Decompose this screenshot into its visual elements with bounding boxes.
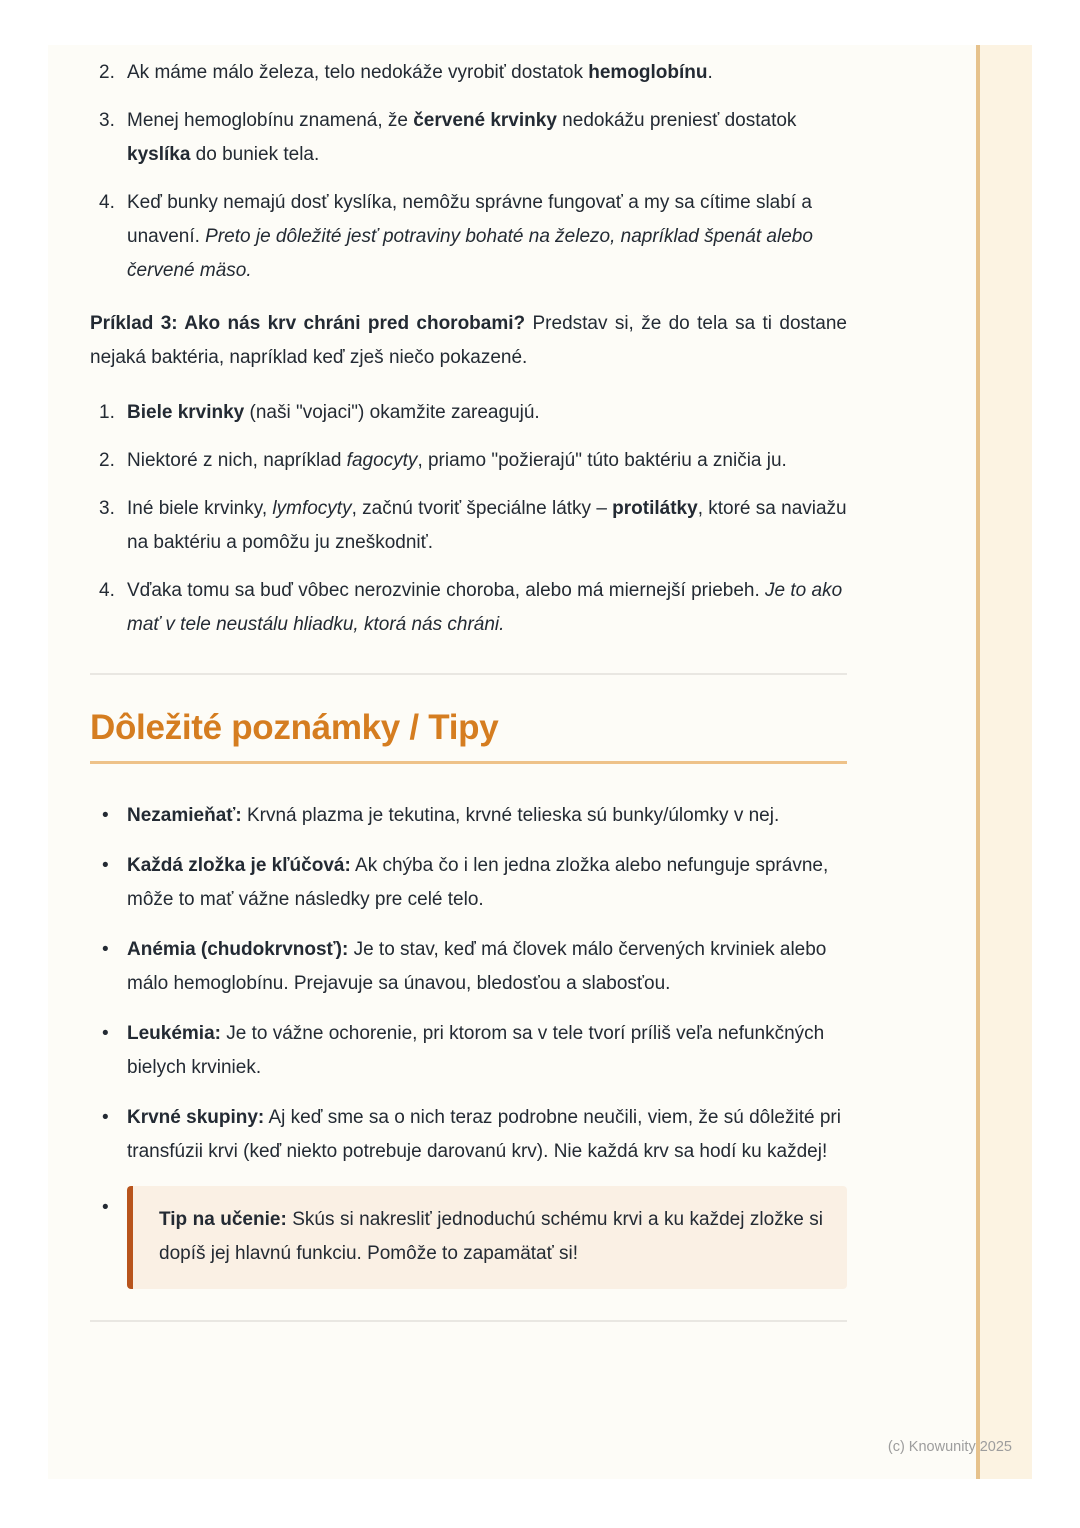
- heading-underline: [90, 761, 847, 764]
- note-text: Krvné skupiny: Aj keď sme sa o nich teraz podrobne neučili, viem, že sú dôležité pri transfúzii krvi (keď niekto potrebuje darovanú krv). Nie každá krv sa hodí ku každej!: [127, 1107, 841, 1162]
- list-number: 3.: [99, 498, 115, 519]
- tip-text: Tip na učenie: Skús si nakresliť jednoduchú schému krvi a ku každej zložke si dopíš jej hlavnú funkciu. Pomôže to zapamätať si!: [159, 1209, 823, 1264]
- section-title: Dôležité poznámky / Tipy: [90, 708, 499, 747]
- note-text: Každá zložka je kľúčová: Ak chýba čo i len jedna zložka alebo nefunguje správne, môže to mať vážne následky pre celé telo.: [127, 855, 829, 910]
- list-item: [90, 104, 847, 172]
- note-text: Nezamieňať: Krvná plazma je tekutina, krvné telieska sú bunky/úlomky v nej.: [127, 805, 780, 826]
- note-item: [90, 849, 847, 917]
- bullet-icon: •: [102, 1107, 109, 1128]
- note-text: Leukémia: Je to vážne ochorenie, pri ktorom sa v tele tvorí príliš veľa nefunkčných bielych krviniek.: [127, 1023, 825, 1078]
- tip-item: [90, 1191, 847, 1289]
- document-page: [48, 45, 1032, 1479]
- list-item: [90, 186, 847, 288]
- list-number: 4.: [99, 580, 115, 601]
- list-item-text: Biele krvinky (naši "vojaci") okamžite zareagujú.: [127, 402, 540, 423]
- list-item: [90, 574, 847, 642]
- section-divider: [90, 1320, 847, 1322]
- notes-list: [90, 799, 847, 1169]
- section-divider: [90, 673, 847, 675]
- iron-deficiency-list: [90, 56, 847, 288]
- list-item: [90, 56, 847, 90]
- list-number: 1.: [99, 402, 115, 423]
- list-item: [90, 444, 847, 478]
- bullet-icon: •: [102, 805, 109, 826]
- decorative-side-band: [976, 45, 1032, 1479]
- note-item: [90, 1017, 847, 1085]
- note-item: [90, 799, 847, 833]
- list-item: [90, 492, 847, 560]
- list-number: 3.: [99, 110, 115, 131]
- list-item: [90, 396, 847, 430]
- example3-paragraph: Príklad 3: Ako nás krv chráni pred chorobami? Predstav si, že do tela sa ti dostane nejaká baktéria, napríklad keď zješ niečo pokazené.: [90, 313, 847, 368]
- copyright-footer: (c) Knowunity 2025: [887, 1439, 1012, 1455]
- list-item-text: Iné biele krvinky, lymfocyty, začnú tvoriť špeciálne látky – protilátky, ktoré sa naviažu na baktériu a pomôžu ju zneškodniť.: [127, 498, 847, 553]
- note-item: [90, 1101, 847, 1169]
- list-item-text: Ak máme málo železa, telo nedokáže vyrobiť dostatok hemoglobínu.: [127, 62, 713, 83]
- list-number: 2.: [99, 450, 115, 471]
- list-item-text: Keď bunky nemajú dosť kyslíka, nemôžu správne fungovať a my sa cítime slabí a unavení. Preto je dôležité jesť potraviny bohaté na železo, napríklad špenát alebo červené mäso.: [127, 192, 813, 281]
- bullet-icon: •: [102, 939, 109, 960]
- note-text: Anémia (chudokrvnosť): Je to stav, keď má človek málo červených krviniek alebo málo hemoglobínu. Prejavuje sa únavou, bledosťou a slabosťou.: [127, 939, 827, 994]
- document-content: [90, 45, 847, 1322]
- bullet-icon: •: [102, 1023, 109, 1044]
- note-item: [90, 933, 847, 1001]
- bullet-icon: •: [102, 855, 109, 876]
- tip-callout: [127, 1186, 847, 1289]
- bullet-icon: •: [102, 1197, 109, 1218]
- list-item-text: Vďaka tomu sa buď vôbec nerozvinie choroba, alebo má miernejší priebeh. Je to ako mať v tele neustálu hliadku, ktorá nás chráni.: [127, 580, 843, 635]
- immune-defense-list: [90, 396, 847, 642]
- list-item-text: Niektoré z nich, napríklad fagocyty, priamo "požierajú" túto baktériu a zničia ju.: [127, 450, 787, 471]
- list-number: 2.: [99, 62, 115, 83]
- list-number: 4.: [99, 192, 115, 213]
- list-item-text: Menej hemoglobínu znamená, že červené krvinky nedokážu preniesť dostatok kyslíka do buniek tela.: [127, 110, 797, 165]
